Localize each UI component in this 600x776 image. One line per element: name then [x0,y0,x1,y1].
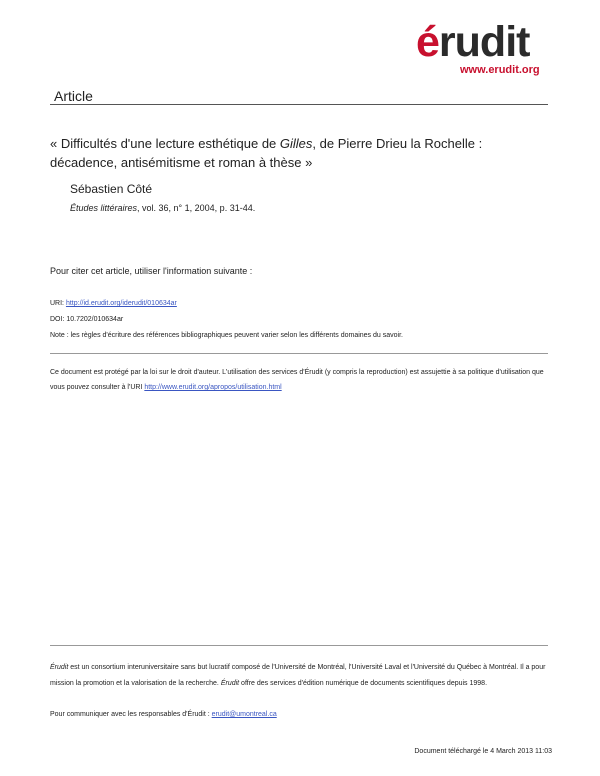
doi-line: DOI: 10.7202/010634ar [50,316,124,323]
download-timestamp: Document téléchargé le 4 March 2013 11:03 [414,748,552,755]
uri-line: URI: http://id.erudit.org/iderudit/010634ar [50,300,177,307]
divider [50,645,548,646]
erudit-logo [416,18,552,82]
section-label: Article [54,88,93,104]
rights-notice: Ce document est protégé par la loi sur le droit d'auteur. L'utilisation des services d'Érudit (y compris la reproduction) est assujettie à sa politique d'utilisation que vous pouvez consulter à l'URI http://www.erudit.org/apropos/utilisation.html [50,369,544,391]
uri-link[interactable]: http://id.erudit.org/iderudit/010634ar [65,300,177,307]
cite-intro: Pour citer cet article, utiliser l'information suivante : [50,266,253,276]
usage-policy-link[interactable]: http://www.erudit.org/apropos/utilisation.html [144,384,282,391]
header-divider [50,104,548,105]
logo-url[interactable]: www.erudit.org [460,64,540,76]
article-title: « Difficultés d'une lecture esthétique de Gilles, de Pierre Drieu la Rochelle : décadence, antisémitisme et roman à thèse » [50,136,483,170]
about-erudit: Érudit est un consortium interuniversitaire sans but lucratif composé de l'Université de Montréal, l'Université Laval et l'Université du Québec à Montréal. Il a pour mission la promotion et la valorisation de la recherche. Érudit offre des services d'édition numérique de documents scientifiques depuis 1998. [50,664,546,687]
divider [50,353,548,354]
citation-note: Note : les règles d'écriture des références bibliographiques peuvent varier selon les différents domaines du savoir. [50,332,403,339]
contact-email-link[interactable]: erudit@umontreal.ca [211,711,277,718]
author: Sébastien Côté [70,182,153,196]
logo-wordmark: érudit [416,18,530,66]
contact-line: Pour communiquer avec les responsables d'Érudit : erudit@umontreal.ca [50,711,277,718]
journal-citation: Études littéraires, vol. 36, n° 1, 2004, p. 31-44. [70,203,256,213]
